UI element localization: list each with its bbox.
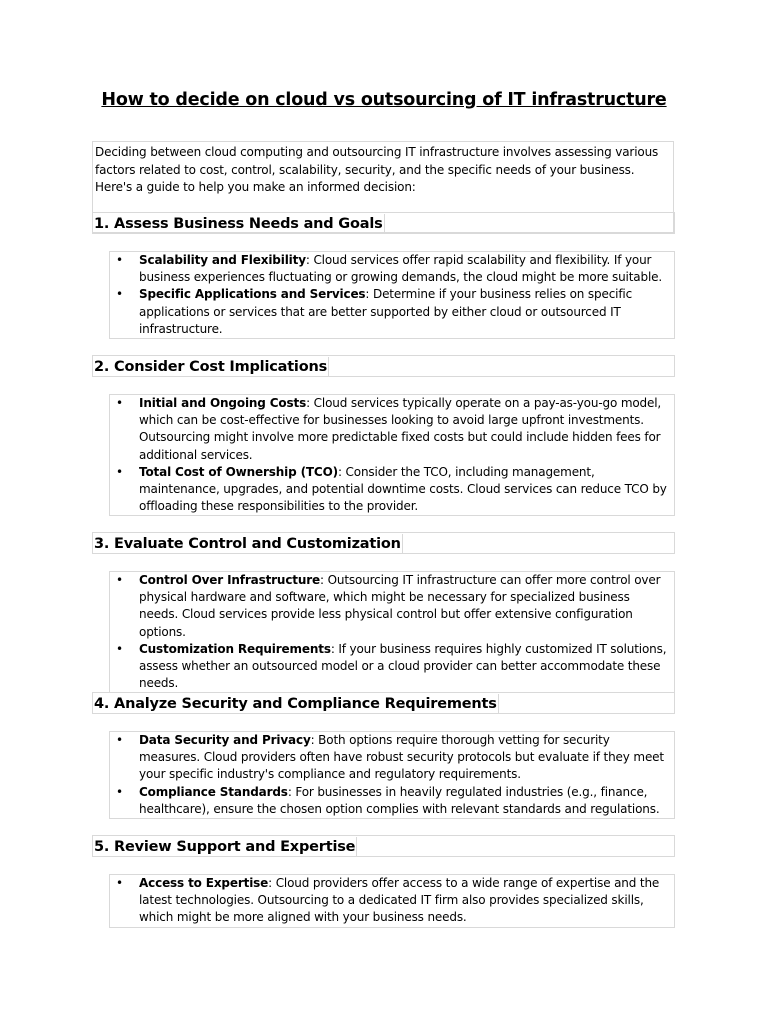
section-heading-2 (92, 355, 675, 377)
item-term: Total Cost of Ownership (TCO) (139, 464, 338, 479)
section-heading-text: 1. Assess Business Needs and Goals (94, 216, 383, 232)
bullet-icon: • (116, 287, 123, 302)
section-heading-1 (92, 212, 675, 234)
section-list-1 (109, 251, 675, 339)
item-term: Control Over Infrastructure (139, 573, 321, 587)
document-title: How to decide on cloud vs outsourcing of IT infrastructure (101, 90, 667, 110)
section-list-5 (109, 874, 675, 928)
list-item (110, 252, 674, 286)
list-item (110, 464, 674, 516)
bullet-icon: • (116, 464, 123, 479)
list-item (110, 784, 674, 818)
bullet-icon: • (116, 733, 123, 747)
bullet-icon: • (116, 573, 123, 587)
item-text: : Both options require thorough vetting for security measures. Cloud providers often have robust security protocols but evaluate if they meet your specific industry's compliance and regulatory requirements. (139, 733, 664, 782)
item-text: : Cloud services offer rapid scalability and flexibility. If your business experiences fluctuating or growing demands, the cloud might be more suitable. (139, 253, 663, 285)
bullet-icon: • (116, 253, 123, 267)
list-item (110, 732, 674, 784)
section-list-3 (109, 571, 675, 693)
item-term: Compliance Standards (139, 784, 288, 799)
item-text: : If your business requires highly customized IT solutions, assess whether an outsourced model or a cloud provider can better accommodate these needs. (139, 641, 667, 691)
bullet-icon: • (116, 784, 123, 799)
section-heading-text: 3. Evaluate Control and Customization (94, 536, 401, 552)
item-term: Data Security and Privacy (139, 733, 311, 747)
section-list-2 (109, 394, 675, 516)
section-heading-text: 2. Consider Cost Implications (94, 359, 328, 375)
item-term: Access to Expertise (139, 876, 269, 890)
item-term: Specific Applications and Services (139, 287, 366, 302)
list-item (110, 641, 674, 693)
section-heading-4 (92, 692, 675, 714)
item-term: Customization Requirements (139, 641, 331, 656)
intro-paragraph: Deciding between cloud computing and outsourcing IT infrastructure involves assessing various factors related to cost, control, scalability, security, and the specific needs of your business. Here's a guide to help you make an informed decision: (92, 141, 674, 233)
item-text: : Consider the TCO, including management, maintenance, upgrades, and potential downtime costs. Cloud services can reduce TCO by offloading these responsibilities to the provider. (139, 464, 667, 514)
bullet-icon: • (116, 641, 123, 656)
item-text: : Cloud providers offer access to a wide range of expertise and the latest technologies. Outsourcing to a dedicated IT firm also provides specialized skills, which might be more aligned with your business needs. (139, 876, 660, 925)
section-heading-text: 5. Review Support and Expertise (94, 839, 356, 855)
item-term: Initial and Ongoing Costs (139, 396, 307, 410)
section-heading-5 (92, 835, 675, 857)
section-list-4 (109, 731, 675, 819)
item-text: : Outsourcing IT infrastructure can offer more control over physical hardware and software, which might be necessary for specialized business needs. Cloud services provide less physical control but offer extensive configuration options. (139, 573, 661, 639)
list-item (110, 395, 674, 464)
list-item (110, 286, 674, 338)
bullet-icon: • (116, 396, 123, 410)
section-heading-3 (92, 532, 675, 554)
item-term: Scalability and Flexibility (139, 253, 306, 267)
section-heading-text: 4. Analyze Security and Compliance Requirements (94, 696, 497, 712)
item-text: : Determine if your business relies on specific applications or services that are better supported by either cloud or outsourced IT infrastructure. (139, 287, 633, 336)
bullet-icon: • (116, 876, 123, 890)
list-item (110, 875, 674, 927)
item-text: : Cloud services typically operate on a pay-as-you-go model, which can be cost-effective for businesses looking to avoid large upfront investments. Outsourcing might involve more predictable fixed costs but could include hidden fees for additional services. (139, 396, 662, 462)
item-text: : For businesses in heavily regulated industries (e.g., finance, healthcare), ensure the chosen option complies with relevant standards and regulations. (139, 784, 660, 816)
list-item (110, 572, 674, 641)
